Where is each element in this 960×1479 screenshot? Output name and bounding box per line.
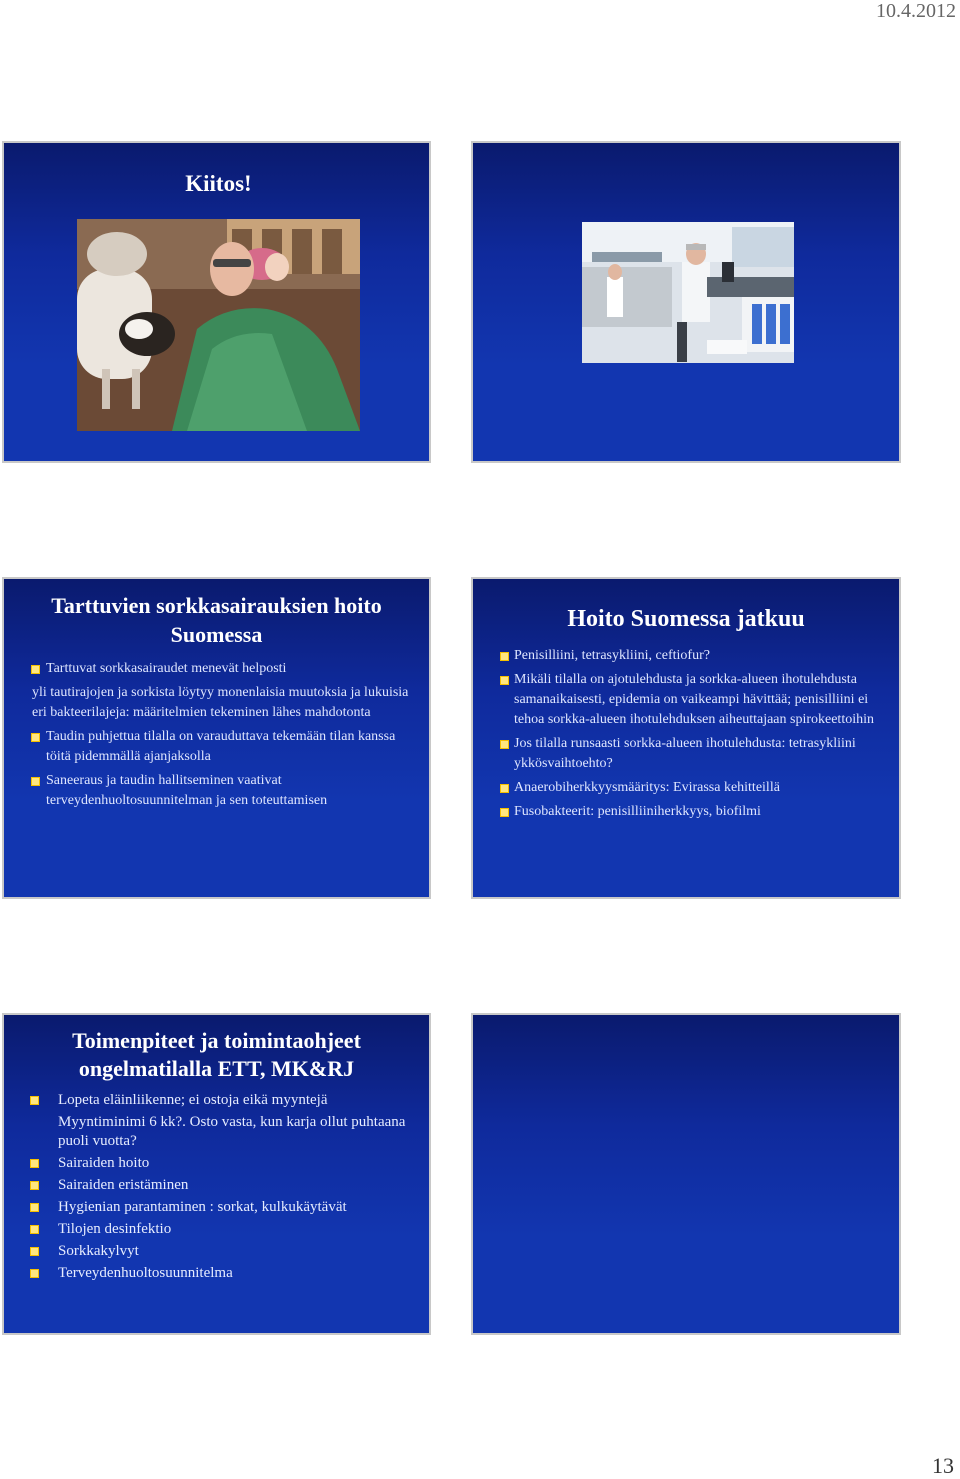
laboratory-photo — [582, 222, 794, 363]
slide-4-bullet-list — [473, 634, 899, 822]
list-item — [58, 1113, 417, 1151]
slide-4 — [471, 577, 901, 899]
slide-2 — [471, 141, 901, 463]
list-item-text: Penisilliini, tetrasykliini, ceftiofur? — [514, 648, 710, 663]
list-item — [46, 659, 417, 679]
slide-3 — [2, 577, 431, 899]
page-number: 13 — [932, 1453, 954, 1478]
list-item — [58, 1091, 417, 1110]
list-item-text: Tilojen desinfektio — [58, 1221, 172, 1237]
list-item-text: Anaerobiherkkyysmääritys: Evirassa kehitteillä — [514, 780, 780, 795]
slide-1-title: Kiitos! — [185, 171, 252, 196]
list-item-text: Mikäli tilalla on ajotulehdusta ja sorkka-alueen ihotulehdusta samanaikaisesti, epidemia on vaikeampi hävittää; penisilliini ei tehoa sorkka-alueen ihotulehduksen aiheuttajaan spirokeettoihin — [514, 672, 874, 727]
list-item — [514, 670, 885, 730]
list-item — [514, 802, 885, 822]
slide-5 — [2, 1013, 431, 1335]
page-date: 10.4.2012 — [876, 0, 956, 22]
list-item — [32, 683, 417, 723]
slide-6-empty — [471, 1013, 901, 1335]
list-item — [58, 1242, 417, 1261]
list-item-text: Jos tilalla runsaasti sorkka-alueen ihotulehdusta: tetrasykliini ykkösvaihtoehto? — [514, 736, 856, 771]
list-item — [514, 646, 885, 666]
slide-5-bullet-list — [4, 1083, 429, 1283]
slide-5-title: Toimenpiteet ja toimintaohjeet ongelmatilalla ETT, MK&RJ — [72, 1028, 361, 1081]
list-item-text: yli tautirajojen ja sorkista löytyy monenlaisia muutoksia ja lukuisia eri bakteerilajeja: määritelmien tekeminen lähes mahdotonta — [32, 685, 409, 720]
list-item — [58, 1220, 417, 1239]
list-item — [46, 771, 417, 811]
list-item-text: Myyntiminimi 6 kk?. Osto vasta, kun karja ollut puhtaana puoli vuotta? — [58, 1114, 406, 1149]
list-item-text: Sairaiden hoito — [58, 1155, 150, 1171]
list-item-text: Tarttuvat sorkkasairaudet menevät helposti — [46, 661, 287, 676]
list-item-text: Hygienian parantaminen : sorkat, kulkukäytävät — [58, 1199, 347, 1215]
list-item-text: Fusobakteerit: penisilliiniherkkyys, biofilmi — [514, 804, 761, 819]
slide-3-title: Tarttuvien sorkkasairauksien hoito Suomessa — [51, 593, 382, 647]
slide-3-bullet-list — [4, 649, 429, 811]
list-item-text: Lopeta eläinliikenne; ei ostoja eikä myyntejä — [58, 1092, 328, 1108]
list-item-text: Sairaiden eristäminen — [58, 1177, 189, 1193]
list-item-text: Saneeraus ja taudin hallitseminen vaativat terveydenhuoltosuunnitelman ja sen toteuttamisen — [46, 773, 328, 808]
farmer-with-goats-photo — [77, 219, 360, 431]
list-item-text: Sorkkakylvyt — [58, 1243, 139, 1259]
list-item-text: Terveydenhuoltosuunnitelma — [58, 1265, 233, 1281]
list-item — [58, 1198, 417, 1217]
slide-4-title: Hoito Suomessa jatkuu — [567, 606, 805, 632]
list-item — [46, 727, 417, 767]
photo-image — [582, 222, 794, 363]
photo-image — [77, 219, 360, 431]
list-item — [58, 1176, 417, 1195]
list-item — [58, 1154, 417, 1173]
slide-1 — [2, 141, 431, 463]
list-item-text: Taudin puhjettua tilalla on varauduttava tekemään tilan kanssa töitä pidemmällä ajanjaksolla — [46, 729, 396, 764]
list-item — [514, 778, 885, 798]
list-item — [58, 1264, 417, 1283]
list-item — [514, 734, 885, 774]
